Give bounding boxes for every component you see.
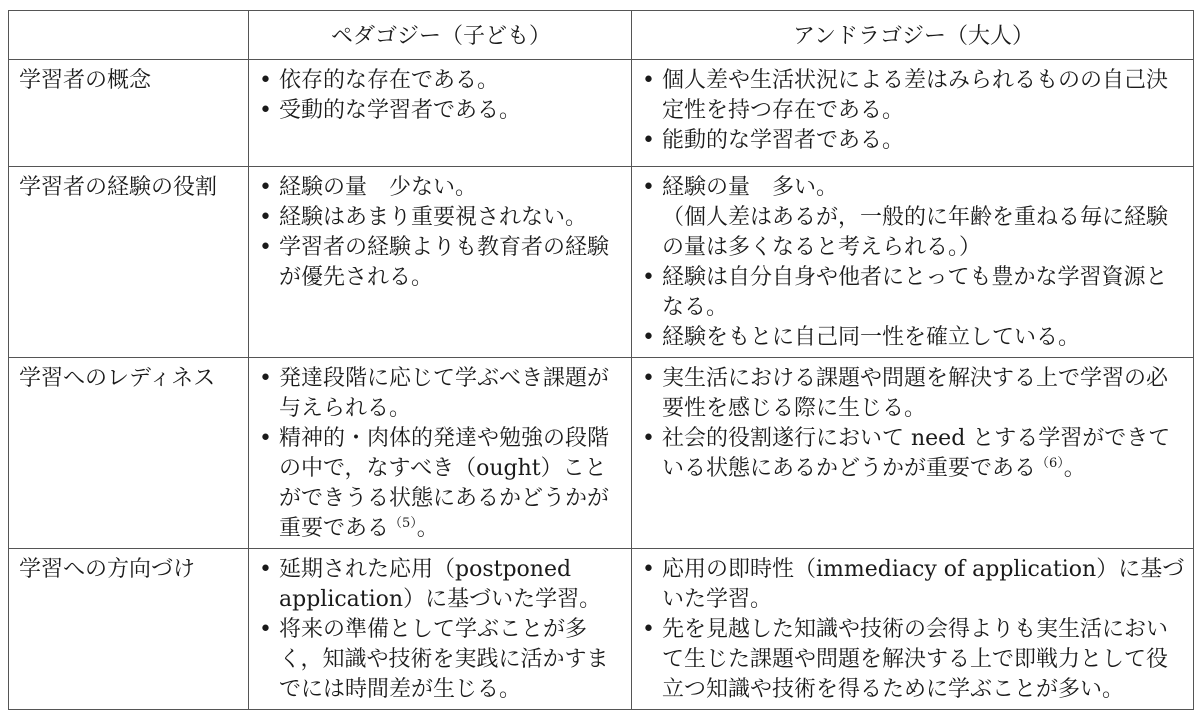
andragogy-cell bbox=[632, 60, 1194, 167]
table-row bbox=[9, 549, 1194, 710]
list-item: • 経験は自分自身や他者にとっても豊かな学習資源となる。 bbox=[642, 265, 1168, 320]
pedagogy-andragogy-table bbox=[8, 10, 1194, 710]
bullet-icon: • bbox=[642, 617, 655, 642]
bullet-icon: • bbox=[259, 235, 272, 260]
bullet-icon: • bbox=[259, 366, 272, 391]
bullet-icon: • bbox=[642, 265, 655, 290]
andragogy-cell bbox=[632, 549, 1194, 710]
pedagogy-cell bbox=[249, 60, 632, 167]
list-item: • 経験の量 少ない。 bbox=[259, 173, 623, 203]
corner-cell bbox=[9, 11, 249, 60]
header-row bbox=[9, 11, 1194, 60]
bullet-icon: • bbox=[642, 426, 655, 451]
row-label: 学習者の経験の役割 bbox=[9, 167, 249, 358]
list-item: • 精神的・肉体的発達や勉強の段階の中で，なすべき（ought）ことができうる状態にあるかどうかが重要である$^{(5)}$。 bbox=[259, 426, 610, 541]
table-row bbox=[9, 60, 1194, 167]
list-item: • 実生活における課題や問題を解決する上で学習の必要性を感じる際に生じる。 bbox=[642, 366, 1169, 421]
table-row bbox=[9, 358, 1194, 549]
header-andragogy: アンドラゴジー（大人） bbox=[632, 11, 1194, 60]
list-item: • 先を見越した知識や技術の会得よりも実生活において生じた課題や問題を解決する上で即戦力として役立つ知識や技術を得るために学ぶことが多い。 bbox=[642, 617, 1169, 702]
row-label: 学習者の概念 bbox=[9, 60, 249, 167]
list-item: • 経験をもとに自己同一性を確立している。 bbox=[642, 323, 1185, 353]
list-item: • 学習者の経験よりも教育者の経験が優先される。 bbox=[259, 235, 610, 290]
bullet-icon: • bbox=[259, 426, 272, 451]
list-item: • 依存的な存在である。 bbox=[259, 66, 623, 96]
list-item: • 延期された応用（postponed application）に基づいた学習。 bbox=[259, 557, 602, 612]
table-row bbox=[9, 167, 1194, 358]
bullet-icon: • bbox=[259, 175, 272, 200]
list-item: • 能動的な学習者である。 bbox=[642, 126, 1185, 156]
list-item: • 将来の準備として学ぶことが多く，知識や技術を実践に活かすまでには時間差が生じる。 bbox=[259, 617, 609, 702]
list-item: • 社会的役割遂行において need とする学習ができている状態にあるかどうかが重要である$^{(6)}$。 bbox=[642, 426, 1171, 481]
row-label: 学習へのレディネス bbox=[9, 358, 249, 549]
bullet-icon: • bbox=[642, 175, 655, 200]
bullet-icon: • bbox=[642, 128, 655, 153]
bullet-icon: • bbox=[642, 557, 655, 582]
parenthetical-note: （個人差はあるが，一般的に年齢を重ねる毎に経験の量は多くなると考えられる。） bbox=[662, 205, 1169, 260]
andragogy-cell bbox=[632, 167, 1194, 358]
pedagogy-cell bbox=[249, 358, 632, 549]
bullet-icon: • bbox=[642, 68, 655, 93]
bullet-icon: • bbox=[259, 617, 272, 642]
citation-ref: （5） bbox=[389, 516, 417, 531]
list-item: • 経験はあまり重要視されない。 bbox=[259, 203, 623, 233]
list-item: • 経験の量 多い。 （個人差はあるが，一般的に年齢を重ねる毎に経験の量は多くなると考えられる。） bbox=[642, 173, 1185, 263]
citation-ref: （6） bbox=[1036, 456, 1064, 471]
pedagogy-cell bbox=[249, 549, 632, 710]
bullet-icon: • bbox=[259, 68, 272, 93]
list-item: • 個人差や生活状況による差はみられるものの自己決定性を持つ存在である。 bbox=[642, 68, 1169, 123]
bullet-icon: • bbox=[642, 325, 655, 350]
pedagogy-cell bbox=[249, 167, 632, 358]
list-item: • 受動的な学習者である。 bbox=[259, 96, 623, 126]
bullet-icon: • bbox=[642, 366, 655, 391]
andragogy-cell bbox=[632, 358, 1194, 549]
comparison-table-wrapper bbox=[8, 10, 1194, 710]
bullet-icon: • bbox=[259, 98, 272, 123]
bullet-icon: • bbox=[259, 205, 272, 230]
header-pedagogy: ペダゴジー（子ども） bbox=[249, 11, 632, 60]
list-item: • 応用の即時性（immediacy of application）に基づいた学習。 bbox=[642, 557, 1185, 612]
list-item: • 発達段階に応じて学ぶべき課題が与えられる。 bbox=[259, 366, 610, 421]
bullet-icon: • bbox=[259, 557, 272, 582]
row-label: 学習への方向づけ bbox=[9, 549, 249, 710]
